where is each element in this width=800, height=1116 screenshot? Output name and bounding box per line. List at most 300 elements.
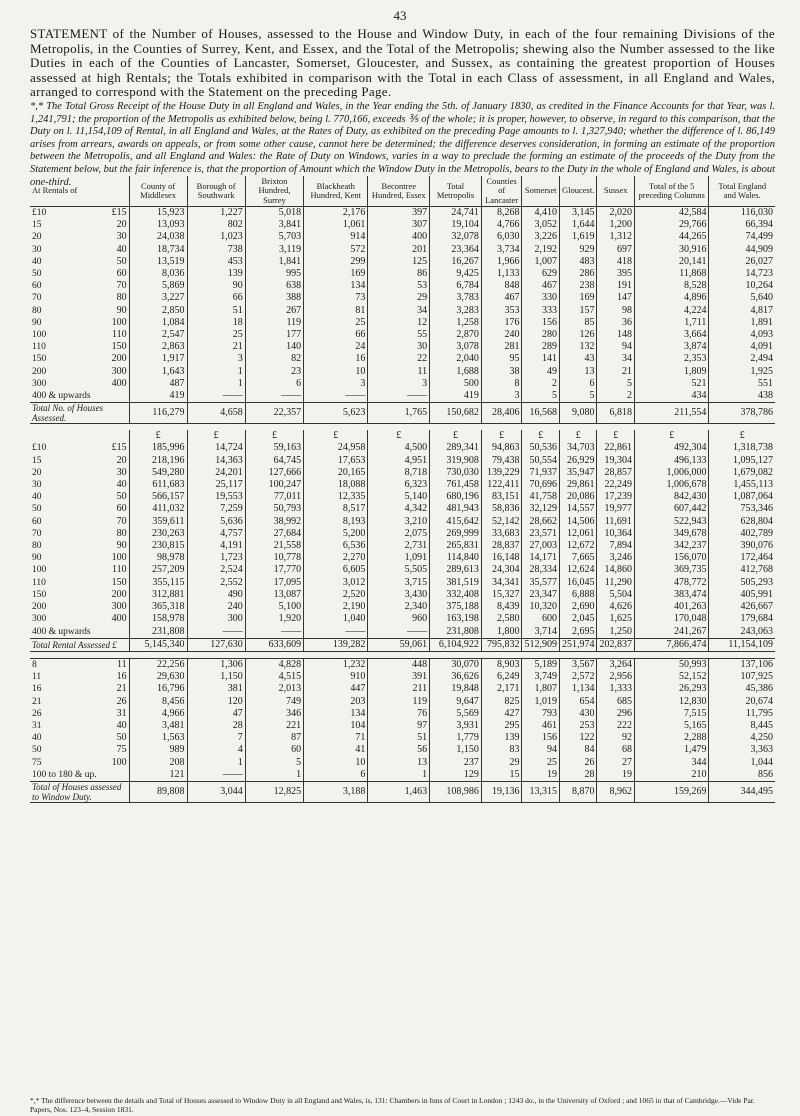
value-cell: 4,091 — [709, 341, 775, 353]
value-cell: 478,772 — [634, 577, 709, 589]
value-cell: 265,831 — [430, 540, 482, 552]
value-cell: 5,703 — [245, 231, 303, 243]
value-cell: 280 — [522, 329, 560, 341]
total-cell: 1,463 — [368, 781, 430, 802]
value-cell: 29,630 — [129, 671, 187, 683]
value-cell: 426,667 — [709, 601, 775, 613]
value-cell: 914 — [304, 231, 368, 243]
value-cell: 4,817 — [709, 305, 775, 317]
value-cell: 3,783 — [430, 292, 482, 304]
value-cell: 13,519 — [129, 256, 187, 268]
value-cell: 156 — [522, 317, 560, 329]
col-total-metropolis: Total Metropolis — [430, 176, 482, 207]
value-cell: 3,012 — [304, 577, 368, 589]
value-cell: 1,150 — [187, 671, 245, 683]
value-cell: 34 — [368, 305, 430, 317]
value-cell: 2,494 — [709, 353, 775, 365]
value-cell: 438 — [709, 390, 775, 403]
value-cell: 66 — [304, 329, 368, 341]
value-cell: 122,411 — [481, 479, 522, 491]
value-cell: 383,474 — [634, 589, 709, 601]
value-cell: 22,861 — [597, 442, 635, 454]
table-row — [30, 305, 775, 317]
value-cell: 4,250 — [709, 732, 775, 744]
value-cell: 55 — [368, 329, 430, 341]
value-cell: 391 — [368, 671, 430, 683]
value-cell: 1 — [368, 769, 430, 782]
value-cell: 1,133 — [481, 268, 522, 280]
value-cell: 8,456 — [129, 696, 187, 708]
value-cell: 2,353 — [634, 353, 709, 365]
total-cell: 3,044 — [187, 781, 245, 802]
rental-from: 30 — [32, 480, 42, 491]
value-cell: 169 — [304, 268, 368, 280]
value-cell: 500 — [430, 378, 482, 390]
currency-cell: £ — [597, 430, 635, 442]
value-cell: 611,683 — [129, 479, 187, 491]
table-row — [30, 491, 775, 503]
value-cell: 41,758 — [522, 491, 560, 503]
value-cell: 176 — [481, 317, 522, 329]
value-cell: 141 — [522, 353, 560, 365]
value-cell: 5 — [522, 390, 560, 403]
value-cell: 5,569 — [430, 708, 482, 720]
value-cell: 5,200 — [304, 528, 368, 540]
value-cell: 1 — [187, 378, 245, 390]
value-cell: 43 — [559, 353, 597, 365]
value-cell: 19,304 — [597, 455, 635, 467]
value-cell: 230,815 — [129, 540, 187, 552]
value-cell: 2,340 — [368, 601, 430, 613]
value-cell: 2,731 — [368, 540, 430, 552]
total-label: Total of Houses assessed to Window Duty. — [30, 781, 129, 802]
total-cell: 11,154,109 — [709, 638, 775, 651]
rental-from: 300 — [32, 378, 47, 389]
value-cell: 1,019 — [522, 696, 560, 708]
value-cell: 332,408 — [430, 589, 482, 601]
value-cell: 3 — [304, 378, 368, 390]
value-cell: 1,563 — [129, 732, 187, 744]
value-cell: 156,070 — [634, 552, 709, 564]
total-cell: 12,825 — [245, 781, 303, 802]
rental-from: 60 — [32, 516, 42, 527]
value-cell: 638 — [245, 280, 303, 292]
value-cell: 600 — [522, 613, 560, 625]
value-cell: 24,038 — [129, 231, 187, 243]
value-cell: 461 — [522, 720, 560, 732]
value-cell: 1,227 — [187, 207, 245, 220]
rental-from: 50 — [32, 269, 42, 280]
section-total-row — [30, 638, 775, 651]
value-cell: 18,088 — [304, 479, 368, 491]
value-cell: 2,863 — [129, 341, 187, 353]
col-somerset: Somerset — [522, 176, 560, 207]
rental-from: 110 — [32, 577, 46, 588]
value-cell: 418 — [597, 256, 635, 268]
value-cell: 388 — [245, 292, 303, 304]
value-cell: 26,027 — [709, 256, 775, 268]
value-cell: 289,341 — [430, 442, 482, 454]
value-cell: 16 — [304, 353, 368, 365]
currency-cell: £ — [709, 430, 775, 442]
footnote: *,* The difference between the details and Total of Houses assessed to Window Duty in all England and Wales, is, 131: Chambers in Inns of Court in London ; 1243 do., in the University of Oxford ; and 1065 in that of Cambridge.—Vide Par. Papers, Nos. 123–4, Session 1831. — [30, 1096, 755, 1114]
value-cell: 34,341 — [481, 577, 522, 589]
value-cell: 8,439 — [481, 601, 522, 613]
value-cell: 333 — [522, 305, 560, 317]
value-cell: 13 — [559, 366, 597, 378]
value-cell: 11 — [368, 366, 430, 378]
value-cell: 1,318,738 — [709, 442, 775, 454]
value-cell: 8,193 — [304, 516, 368, 528]
value-cell: 342,237 — [634, 540, 709, 552]
table-row — [30, 528, 775, 540]
value-cell: 2,171 — [481, 683, 522, 695]
value-cell: 2,524 — [187, 564, 245, 576]
value-cell: 28,857 — [597, 467, 635, 479]
table-body — [30, 207, 775, 803]
rental-from: 30 — [32, 244, 42, 255]
value-cell: 11,290 — [597, 577, 635, 589]
value-cell: 761,458 — [430, 479, 482, 491]
value-cell: 2,520 — [304, 589, 368, 601]
value-cell: 10 — [304, 366, 368, 378]
value-cell: 59,163 — [245, 442, 303, 454]
value-cell: 257,209 — [129, 564, 187, 576]
rental-from: 8 — [30, 658, 99, 671]
value-cell: 10,264 — [709, 280, 775, 292]
intro-text — [30, 28, 775, 189]
value-cell: 680,196 — [430, 491, 482, 503]
value-cell: 27 — [597, 757, 635, 769]
value-cell: 628,804 — [709, 516, 775, 528]
value-cell: 14,557 — [559, 503, 597, 515]
page-number: 43 — [393, 8, 407, 23]
rental-to: 60 — [116, 503, 127, 515]
value-cell: 94 — [522, 744, 560, 756]
value-cell: 487 — [129, 378, 187, 390]
rental-to: 31 — [116, 707, 127, 719]
value-cell: 132 — [559, 341, 597, 353]
value-cell: —— — [368, 390, 430, 403]
value-cell: 157 — [559, 305, 597, 317]
currency-spacer — [99, 430, 130, 442]
value-cell: 6,784 — [430, 280, 482, 292]
value-cell: 58,836 — [481, 503, 522, 515]
value-cell: 41 — [304, 744, 368, 756]
table-row — [30, 256, 775, 268]
currency-cell: £ — [522, 430, 560, 442]
value-cell: 13 — [368, 757, 430, 769]
value-cell: 73 — [304, 292, 368, 304]
value-cell: 92 — [597, 732, 635, 744]
value-cell: 312,881 — [129, 589, 187, 601]
total-cell: 211,554 — [634, 403, 709, 424]
value-cell: 1,619 — [559, 231, 597, 243]
table-row — [30, 231, 775, 243]
rental-from: 60 — [32, 281, 42, 292]
value-cell: 8,517 — [304, 503, 368, 515]
total-cell: 7,866,474 — [634, 638, 709, 651]
value-cell: 4,896 — [634, 292, 709, 304]
total-cell: 127,630 — [187, 638, 245, 651]
table-row — [30, 390, 775, 403]
value-cell: 4 — [187, 744, 245, 756]
value-cell: 56 — [368, 744, 430, 756]
value-cell: 15,327 — [481, 589, 522, 601]
value-cell: 1,711 — [634, 317, 709, 329]
total-cell: 344,495 — [709, 781, 775, 802]
rental-from: 100 — [32, 330, 47, 341]
value-cell: 400 — [368, 231, 430, 243]
value-cell: 81 — [304, 305, 368, 317]
value-cell: 2,270 — [304, 552, 368, 564]
currency-cell: £ — [304, 430, 368, 442]
rental-to: 16 — [116, 671, 127, 683]
value-cell: 397 — [368, 207, 430, 220]
value-cell: 38,992 — [245, 516, 303, 528]
value-cell: 218,196 — [129, 455, 187, 467]
rental-to — [99, 769, 130, 782]
value-cell: 107,925 — [709, 671, 775, 683]
value-cell: 86 — [368, 268, 430, 280]
value-cell: 14,724 — [187, 442, 245, 454]
value-cell: 119 — [245, 317, 303, 329]
value-cell: 3,264 — [597, 658, 635, 671]
value-cell: 87 — [245, 732, 303, 744]
value-cell: 169 — [559, 292, 597, 304]
value-cell: 19 — [597, 769, 635, 782]
value-cell: 5 — [245, 757, 303, 769]
rental-from: 21 — [32, 696, 42, 707]
value-cell: 2,690 — [559, 601, 597, 613]
value-cell: 5,189 — [522, 658, 560, 671]
total-label: Total No. of Houses Assessed. — [30, 403, 129, 424]
value-cell: —— — [187, 769, 245, 782]
col-at-rentals: At Rentals of — [30, 176, 129, 207]
value-cell: —— — [187, 390, 245, 403]
value-cell: 30,070 — [430, 658, 482, 671]
value-cell: 36,626 — [430, 671, 482, 683]
value-cell: 66 — [187, 292, 245, 304]
col-lancaster — [481, 176, 522, 207]
value-cell: 1,891 — [709, 317, 775, 329]
value-cell: 296 — [597, 708, 635, 720]
value-cell: 119 — [368, 696, 430, 708]
rental-to: 26 — [116, 695, 127, 707]
value-cell: 25 — [522, 757, 560, 769]
value-cell: 211 — [368, 683, 430, 695]
total-cell: 28,406 — [481, 403, 522, 424]
value-cell: 1,625 — [597, 613, 635, 625]
value-cell: 253 — [559, 720, 597, 732]
value-cell: 330 — [522, 292, 560, 304]
value-cell: 203 — [304, 696, 368, 708]
table-row — [30, 219, 775, 231]
total-cell: 159,269 — [634, 781, 709, 802]
value-cell: 2,176 — [304, 207, 368, 220]
value-cell: 19 — [522, 769, 560, 782]
value-cell: 1,723 — [187, 552, 245, 564]
value-cell: 26,293 — [634, 683, 709, 695]
value-cell: 1,023 — [187, 231, 245, 243]
total-cell: 5,623 — [304, 403, 368, 424]
value-cell: 3,145 — [559, 207, 597, 220]
value-cell: 68 — [597, 744, 635, 756]
table-row — [30, 744, 775, 756]
table-row — [30, 467, 775, 479]
value-cell: 1,087,064 — [709, 491, 775, 503]
table-row — [30, 757, 775, 769]
value-cell: 2,288 — [634, 732, 709, 744]
value-cell: 22 — [368, 353, 430, 365]
value-cell: 32,129 — [522, 503, 560, 515]
col-blackheath: Blackheath Hundred, Kent — [304, 176, 368, 207]
table-row — [30, 696, 775, 708]
section-total-row — [30, 403, 775, 424]
value-cell: 121 — [129, 769, 187, 782]
value-cell: 20,674 — [709, 696, 775, 708]
rental-from: 20 — [32, 467, 42, 478]
value-cell: 163,198 — [430, 613, 482, 625]
value-cell: 24,958 — [304, 442, 368, 454]
value-cell: 5,504 — [597, 589, 635, 601]
value-cell: 2,075 — [368, 528, 430, 540]
value-cell: 5,165 — [634, 720, 709, 732]
value-cell: 299 — [304, 256, 368, 268]
value-cell: 5,505 — [368, 564, 430, 576]
rental-to: 80 — [116, 527, 127, 539]
rental-to: 100 — [111, 552, 127, 564]
value-cell: 856 — [709, 769, 775, 782]
statement-heading: STATEMENT of the Number of Houses, assessed to the House and Window Duty, in each of the four remaining Divisions of the Metropolis, in the Counties of Surrey, Kent, and Essex, and the Total of the Metropolis; shewing also the Number assessed to the like Duties in each of the Counties of Lancaster, Somerset, Gloucester, and Sussex, as containing the greatest proportion of Houses assessed at high Rentals; the Totals exhibited in comparison with the Total in each Class of assessment, in all England and Wales, arranged to correspond with the Statement on the preceding Page. — [30, 26, 775, 100]
value-cell: —— — [245, 626, 303, 639]
value-cell: 18 — [187, 317, 245, 329]
value-cell: 267 — [245, 305, 303, 317]
value-cell: 16,796 — [129, 683, 187, 695]
rental-from: 31 — [32, 720, 42, 731]
value-cell: 11,868 — [634, 268, 709, 280]
value-cell: 20,086 — [559, 491, 597, 503]
value-cell: 71,937 — [522, 467, 560, 479]
value-cell: 13,087 — [245, 589, 303, 601]
total-cell: 8,870 — [559, 781, 597, 802]
value-cell: 375,188 — [430, 601, 482, 613]
value-cell: 289 — [522, 341, 560, 353]
value-cell: 27,003 — [522, 540, 560, 552]
value-cell: 697 — [597, 244, 635, 256]
value-cell: 137,106 — [709, 658, 775, 671]
value-cell: 25 — [187, 329, 245, 341]
value-cell: 369,735 — [634, 564, 709, 576]
value-cell: 289,613 — [430, 564, 482, 576]
value-cell: 685 — [597, 696, 635, 708]
value-cell: 237 — [430, 757, 482, 769]
value-cell: 79,438 — [481, 455, 522, 467]
value-cell: 60 — [245, 744, 303, 756]
houses-statement-table — [30, 176, 775, 803]
value-cell: 1,917 — [129, 353, 187, 365]
total-cell: 150,682 — [430, 403, 482, 424]
value-cell: 3,078 — [430, 341, 482, 353]
value-cell: 70,696 — [522, 479, 560, 491]
value-cell: 5,100 — [245, 601, 303, 613]
value-cell: 97 — [368, 720, 430, 732]
value-cell: 2,190 — [304, 601, 368, 613]
value-cell: 23,347 — [522, 589, 560, 601]
value-cell: —— — [187, 626, 245, 639]
value-cell: 24,741 — [430, 207, 482, 220]
rental-to: 300 — [111, 365, 127, 377]
value-cell: 2,192 — [522, 244, 560, 256]
table-row — [30, 683, 775, 695]
value-cell: 3,210 — [368, 516, 430, 528]
value-cell: 730,030 — [430, 467, 482, 479]
value-cell: 10,364 — [597, 528, 635, 540]
value-cell: 238 — [559, 280, 597, 292]
value-cell: 134 — [304, 280, 368, 292]
value-cell: 22,256 — [129, 658, 187, 671]
rental-to: 150 — [111, 576, 127, 588]
rental-from: 70 — [32, 293, 42, 304]
value-cell: 34 — [597, 353, 635, 365]
value-cell: 6,249 — [481, 671, 522, 683]
value-cell: —— — [245, 390, 303, 403]
rental-to: 110 — [112, 564, 127, 576]
value-cell: 411,032 — [129, 503, 187, 515]
value-cell: 4,342 — [368, 503, 430, 515]
value-cell: 3,283 — [430, 305, 482, 317]
value-cell: 134 — [304, 708, 368, 720]
value-cell: 6,888 — [559, 589, 597, 601]
value-cell: 21,558 — [245, 540, 303, 552]
value-cell: 1,044 — [709, 757, 775, 769]
value-cell: 607,442 — [634, 503, 709, 515]
value-cell: 221 — [245, 720, 303, 732]
value-cell: 281 — [481, 341, 522, 353]
table-row — [30, 207, 775, 220]
table-row — [30, 540, 775, 552]
value-cell: 355,115 — [129, 577, 187, 589]
value-cell: 1,006,000 — [634, 467, 709, 479]
value-cell: 32,078 — [430, 231, 482, 243]
value-cell: 8,903 — [481, 658, 522, 671]
value-cell: 156 — [522, 732, 560, 744]
value-cell: 1,479 — [634, 744, 709, 756]
table-row — [30, 268, 775, 280]
value-cell: 910 — [304, 671, 368, 683]
total-cell: 4,658 — [187, 403, 245, 424]
rental-to: 20 — [116, 219, 127, 231]
rental-to: 50 — [116, 732, 127, 744]
currency-cell: £ — [430, 430, 482, 442]
value-cell: 5,018 — [245, 207, 303, 220]
value-cell: 492,304 — [634, 442, 709, 454]
value-cell: 2,045 — [559, 613, 597, 625]
table-row — [30, 658, 775, 671]
value-cell: 50,993 — [634, 658, 709, 671]
value-cell: 3,226 — [522, 231, 560, 243]
value-cell: 15 — [481, 769, 522, 782]
rental-from: 110 — [32, 342, 46, 353]
col-sussex: Sussex — [597, 176, 635, 207]
currency-spacer — [30, 430, 99, 442]
value-cell: 2,956 — [597, 671, 635, 683]
rental-to: 50 — [116, 491, 127, 503]
table-row — [30, 329, 775, 341]
value-cell: 7,894 — [597, 540, 635, 552]
value-cell: 3,715 — [368, 577, 430, 589]
currency-cell: £ — [559, 430, 597, 442]
